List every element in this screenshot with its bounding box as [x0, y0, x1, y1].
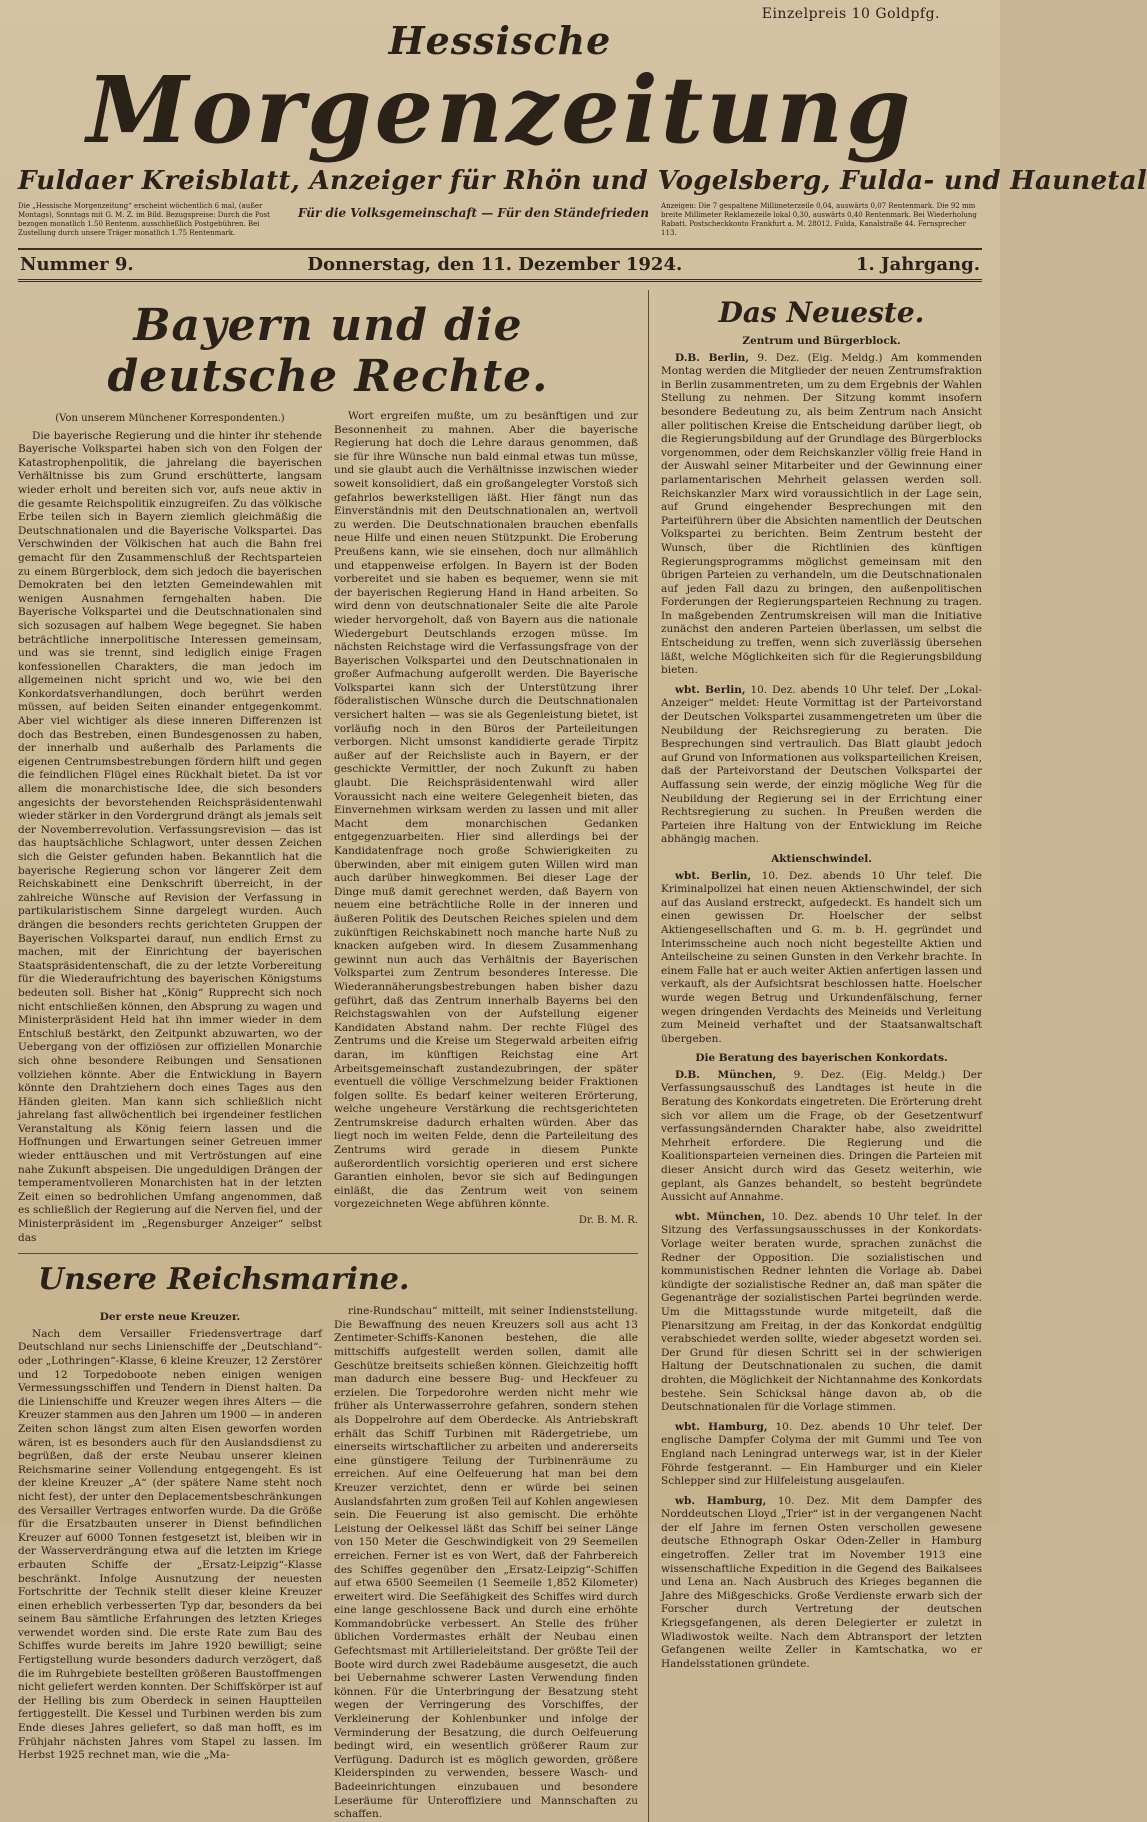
article-columns — [18, 410, 638, 1245]
article-text: Die bayerische Regierung und die hinter ihr stehende Bayerische Volkspartei haben sich von den Folgen der Katastrophenpolitik, die jahrelang die bayerischen Verhältnisse bis zum Grund erschütterte, langsam wieder erholt und bereiten sich vor, aufs neue aktiv in die gesamte Reichspolitik einzugreifen. Zu das völkische Erbe teilen sich in Bayern ziemlich gleichmäßig die Deutschnationalen und die Bayerische Volkspartei. Das Verschwinden der Völkischen hat auch die Bahn frei gemacht für den Zusammenschluß der Rechtsparteien zu einem Bürgerblock, dem sich jedoch die bayerischen Demokraten bei den letzten Gemeindewahlen mit wenigen Ausnahmen ferngehalten haben. Die Bayerische Volkspartei und die Deutschnationalen sind sich sozusagen auf halbem Wege begegnet. Sie haben beträchtliche innerpolitische Interessen gemeinsam, und was sie trennt, sind lediglich einige Fragen konfessionellen Charakters, die man jedoch im allgemeinen nicht spricht und wo, wie bei den Konkordatsverhandlungen, doch berührt werden müssen, auf beiden Seiten einander entgegenkommt. Aber viel wichtiger als diese inneren Differenzen ist doch das Bestreben, einen Bundesgenossen zu haben, der innerhalb und außerhalb des Parlaments die eigenen Centrumsbestrebungen fördern hilft und gegen die feindlichen Flügel eines Rückhalt bietet. Da ist vor allem die monarchistische Idee, die sich besonders angesichts der bevorstehenden Reichspräsidentenwahl wieder stärker in den Vordergrund drängt als jemals seit der Novemberrevolution. Verfassungsrevision — das ist das hauptsächliche Schlagwort, unter dessen Zeichen sich die Geister gefunden haben. Bekanntlich hat die bayerische Regierung schon vor längerer Zeit dem Reichskabinett eine Denkschrift überreicht, in der zahlreiche Wünsche auf Revision der Verfassung in partikularistischem Sinne dargelegt wurden. Auch drängen die besonders rechts gerichteten Gruppen der Bayerischen Volkspartei darauf, nun endlich Ernst zu machen, mit der Einrichtung der bayerischen Staatspräsidentenschaft, die zu der letzte Vorbereitung für die Wiederaufrichtung des bayerischen Königstums bedeuten soll. Bisher hat „König“ Rupprecht sich noch nicht entschließen können, den Absprung zu wagen und Ministerpräsident Held hat ihn immer wieder in dem Entschluß bestärkt, den Zeitpunkt abzuwarten, wo der Uebergang von der offiziösen zur offiziellen Monarchie sich ohne besondere Reibungen und Sensationen vollziehen könnte. Aber die Entwicklung in Bayern könnte den Drahtziehern doch eines Tages aus den Händen gleiten. Man kann sich schließlich nicht jahrelang fast allwöchentlich bei irgendeiner festlichen Veranstaltung als König feiern lassen und die Hoffnungen und Erwartungen seiner Getreuen immer wieder enttäuschen und mit Vertröstungen auf eine nahe Zukunft abspeisen. Die ungeduldigen Drängen der temperamentvolleren Monarchisten hat in der letzten Zeit einen so bedrohlichen Umfang angenommen, daß es schließlich der Regierung auf die Nerven fiel, und der Ministerpräsident im „Regensburger Anzeiger“ selbst das — [18, 429, 322, 1244]
news-item — [661, 352, 982, 678]
news-dateline: wbt. München, — [675, 1210, 766, 1223]
divider — [18, 1253, 638, 1254]
dateline — [18, 248, 982, 282]
price-label: Einzelpreis 10 Goldpfg. — [761, 6, 940, 22]
news-item — [661, 870, 982, 1047]
issue-date: Donnerstag, den 11. Dezember 1924. — [307, 254, 683, 275]
news-subhead: Die Beratung des bayerischen Konkordats. — [695, 1052, 948, 1065]
issue-number: Nummer 9. — [20, 254, 134, 275]
masthead-info-row — [18, 202, 982, 238]
news-text: 10. Dez. abends 10 Uhr telef. In der Sitzung des Verfassungsausschusses in der Konkordats-Vorlage weiter beraten wurde, sprachen zunächst die Redner der Opposition. Die sozialistischen und kommunistischen Redner lehnten die Vorlage ab. Dabei kündigte der sozialistische Redner an, daß man später die Gegenanträge der sozialistischen Partei begründen werde. Um die Mittagsstunde wurde mitgeteilt, daß die Plenarsitzung am Freitag, in der das Konkordat endgültig verabschiedet werden sollte, wieder abgesetzt worden sei. Der Grund für diesen Schritt sei in der schwierigen Haltung der Deutschnationalen zu suchen, die damit drohten, die Möglichkeit der Nichtannahme des Konkordats bestehe. Sein Schicksal hänge davon ab, ob die Deutschnationalen für die Vorlage stimmen. — [661, 1210, 983, 1414]
subscription-note: Die „Hessische Morgenzeitung“ erscheint wöchentlich 6 mal, (außer Montags), Sonntags mit G. M. Z. im Bild. Bezugspreise: Durch die Post bezogen monatlich 1.50 Rentenm. ausschließlich Postgebühren. Bei Zustellung durch unsere Träger monatlich 1.75 Rentenmark. — [18, 202, 270, 237]
article-text: rine-Rundschau“ mitteilt, mit seiner Indienststellung. Die Bewaffnung des neuen Kreuzers soll aus acht 13 Zentimeter-Schiffs-Kanonen bestehen, die alle mittschiffs aufgestellt werden sollen, damit alle Geschütze breitseits schießen können. Gleichzeitig hofft man dadurch eine bessere Bug- und Heckfeuer zu erzielen. Die Torpedorohre werden nicht mehr wie früher als Unterwasserrohre gefahren, sondern stehen als Doppelrohre auf dem Oberdecke. Als Antriebskraft erhält das Schiff Turbinen mit Rädergetriebe, um einerseits wirtschaftlicher zu arbeiten und andererseits eine günstigere Teilung der Turbinenräume zu erreichen. Auf eine Oelfeuerung hat man bei dem Kreuzer verzichtet, denn er würde bei seinen Auslandsfahrten zum großen Teil auf Kohlen angewiesen sein. Die Feuerung ist also gemischt. Die erhöhte Leistung der Oelkessel läßt das Schiff bei seiner Länge von 150 Meter die Geschwindigkeit von 29 Seemeilen erreichen. Ferner ist es von Wert, daß der Fahrbereich des Schiffes gegenüber den „Ersatz-Leipzig“-Schiffen auf etwa 6500 Seemeilen (1 Seemeile 1,852 Kilometer) erweitert wird. Die Seefähigkeit des Schiffes wird durch eine lange geschlossene Back und durch eine erhöhte Kommandobrücke verbessert. An Stelle des früher üblichen Vordermastes erhält der Neubau einen Gefechtsmast mit Artillerieleitstand. Der größte Teil der Boote wird durch zwei Radebäume ausgesetzt, die auch bei Uebernahme schwerer Lasten Verwendung finden können. Für die Unterbringung der Besatzung steht wegen der Verringerung des Vorschiffes, der Verkleinerung der Kohlenbunker und infolge der Verminderung der Besatzung, die durch Oelfeuerung bedingt wird, ein wesentlich größerer Raum zur Verfügung. Dadurch ist es möglich geworden, größere Kleiderspinden zu verwenden, bessere Wasch- und Badeeinrichtungen einzubauen und besondere Leseräume für Unteroffiziere und Mannschaften zu schaffen. — [334, 1305, 638, 1821]
masthead — [18, 18, 1147, 238]
article-column — [18, 1305, 322, 1822]
masthead-title: Morgenzeitung — [86, 56, 914, 164]
news-item — [661, 1211, 982, 1415]
news-item — [661, 1421, 982, 1489]
article-text: Wort ergreifen mußte, um zu besänftigen und zur Besonnenheit zu mahnen. Aber die bayerische Regierung hat doch die Lehre daraus genommen, daß sie für ihre Wünsche nun bald einmal etwas tun müsse, und sie glaubt auch die Verhältnisse inzwischen wieder soweit konsolidiert, daß ein großangelegter Vorstoß sich gefahrlos bewerkstelligen läßt. Hier fängt nun das Einverständnis mit den Deutschnationalen an, wertvoll zu werden. Die Deutschnationalen brauchen ebenfalls neue Hilfe und einen neuen Stützpunkt. Die Eroberung Preußens kann, wie sie einsehen, doch nur allmählich und etappenweise erfolgen. In Bayern ist der Boden vorbereitet und sie haben es bequemer, wenn sie mit der bayerischen Regierung Hand in Hand arbeiten. So wird denn von deutschnationaler Seite die alte Parole wieder hervorgeholt, daß von Bayern aus die nationale Wiedergeburt Deutschlands erzogen müsse. Im nächsten Reichstage wird die Verfassungsfrage von der Bayerischen Volkspartei und den Deutschnationalen in großer Aufmachung aufgerollt werden. Die Bayerische Volkspartei kann sich der Unterstützung ihrer föderalistischen Wünsche durch die Deutschnationalen versichert halten — was sie als Gegenleistung bietet, ist vorläufig noch in den Büros der Parteileitungen verborgen. Nicht umsonst kandidierte gerade Tirpitz außer auf der Reichsliste auch in Bayern, er der geschickte Vermittler, der noch Zukunft zu haben glaubt. Die Reichspräsidentenwahl wird aller Voraussicht nach eine weitere Gelegenheit bieten, das Einvernehmen wirksam werden zu lassen und mit aller Macht dem monarchischen Gedanken entgegenzuarbeiten. Hier sind allerdings bei der Kandidatenfrage noch große Schwierigkeiten zu überwinden, aber mit einigem guten Willen wird man auch darüber hinwegkommen. Bei dieser Lage der Dinge muß damit gerechnet werden, daß Bayern von neuem eine beträchtliche Rolle in der inneren und äußeren Politik des Deutschen Reiches spielen und dem zukünftigen Reichskabinett noch manche harte Nuß zu knacken aufgeben wird. In diesem Zusammenhang gewinnt nun auch das Verhältnis der Bayerischen Volkspartei zum Zentrum besonderes Interesse. Die Wiederannäherungsbestrebungen haben bisher dazu geführt, daß das Zentrum innerhalb Bayerns bei den Reichstagswahlen von der Aufstellung eigener Kandidaten Abstand nahm. Der rechte Flügel des Zentrums und die Kreise um Stegerwald arbeiten eifrig daran, im künftigen Reichstag eine Art Arbeitsgemeinschaft zustandezubringen, der später eventuell die völlige Verschmelzung beider Fraktionen folgen sollte. Es bedarf keiner weiteren Erörterung, welche ungeheure Verstärkung die rechtsgerichteten Zentrumskreise dadurch erhalten würden. Aber das liegt noch im weiten Felde, denn die Parteileitung des Zentrums wird gerade in diesem Punkte außerordentlich vorsichtig operieren und erst sichere Garantien einholen, bevor sie sich auf Bedingungen einläßt, die das Zentrum weit von seinem vorgezeichneten Wege abführen könnte. — [334, 410, 638, 1211]
news-subhead: Aktienschwindel. — [771, 852, 872, 865]
news-column — [649, 290, 982, 1822]
news-subhead: Zentrum und Bürgerblock. — [742, 335, 901, 347]
volume-label: 1. Jahrgang. — [856, 254, 980, 275]
news-dateline: wb. Hamburg, — [675, 1494, 767, 1507]
news-text: 10. Dez. abends 10 Uhr telef. Die Kriminalpolizei hat einen neuen Aktienschwindel, der sich auf das Ausland erstreckt, aufgedeckt. Es handelt sich um einen gewissen Dr. Hoelscher der selbst Aktiengesellschaften und G. m. b. H. gegründet und Interimsscheine auch noch nicht begestellte Aktien und Anteilscheine zu seinen Gunsten in den Verkehr brachte. In einem Falle hat er auch weiter Aktien anfertigen lassen und verkauft, als der Aufsichtsrat beschlossen hatte. Hoelscher wurde wegen Betrug und Urkundenfälschung, ferner wegen dringenden Verdachts des Meineids und Verleitung zum Meineid verhaftet und der Staatsanwaltschaft übergeben. — [661, 869, 982, 1045]
news-dateline: wbt. Hamburg, — [675, 1420, 768, 1433]
news-item — [661, 1069, 982, 1205]
article-column — [334, 1305, 638, 1822]
news-dateline: D.B. Berlin, — [675, 351, 749, 364]
news-item — [661, 684, 982, 847]
masthead-title-small: Hessische — [388, 18, 612, 63]
article-column — [334, 410, 638, 1245]
article-columns — [18, 1305, 638, 1822]
article-headline: Unsere Reichsmarine. — [38, 1262, 410, 1298]
advertising-note: Anzeigen: Die 7 gespaltene Millimeterzeile 0,04, auswärts 0,07 Rentenmark. Die 92 mm breite Millimeter Reklamezeile lokal 0,30, auswärts 0,40 Rentenmark. Bei Wiederholung Rabatt. Postscheckkonto Frankfurt a. M. 28012. Fulda, Kanalstraße 44. Fernsprecher 113. — [661, 202, 977, 237]
article-text: Nach dem Versailler Friedensvertrage darf Deutschland nur sechs Linienschiffe der „Deutschland“- oder „Lothringen“-Klasse, 6 kleine Kreuzer, 12 Zerstörer und 12 Torpedoboote neben einigen wenigen Vermessungsschiffen und Tendern in Dienst halten. Da die Linienschiffe und Kreuzer wegen ihres Alters — die Kreuzer stammen aus den Jahren um 1900 — in anderen Zeiten schon längst zum alten Eisen geworfen worden wären, ist es besonders auch für den Auslandsdienst zu begrüßen, daß der erste Neubau unserer kleinen Reichsmarine seiner Vollendung entgegengeht. Es ist der kleine Kreuzer „A“ (der spätere Name steht noch nicht fest), der unter den Deplacementsbeschränkungen des Versailler Vertrages entworfen wurde. Da die Größe für die Ersatzbauten unserer in Dienst befindlichen Kreuzer auf 6000 Tonnen festgesetzt ist, bleiben wir in der Wasserverdrängung etwa auf die letzten im Kriege erbauten Schiffe der „Ersatz-Leipzig“-Klasse beschränkt. Infolge Ausnutzung der neuesten Fortschritte der Technik stellt dieser kleine Kreuzer einen erheblich verbesserten Typ dar, besonders da bei seinem Bau sämtliche Erfahrungen des letzten Krieges verwendet worden sind. Die erste Rate zum Bau des Schiffes wurde bereits im Jahre 1920 bewilligt; seine Fertigstellung wurde besonders dadurch verzögert, daß die im Ruhrgebiete bestellten größeren Baustoffmengen nicht geliefert werden konnten. Der Schiffskörper ist auf der Helling bis zum Oberdeck in seinen Hauptteilen fertiggestellt. Die Kessel und Turbinen werden bis zum Ende dieses Jahres geliefert, so daß man hofft, es im Frühjahr nächsten Jahres vom Stapel zu lassen. Im Herbst 1925 rechnet man, wie die „Ma- — [18, 1327, 322, 1762]
news-item — [661, 1495, 982, 1672]
news-text: 9. Dez. (Eig. Meldg.) Der Verfassungsausschuß des Landtages ist heute in die Beratung des Konkordats eingetreten. Die Erörterung dreht sich vor allem um die Frage, ob der Gesetzentwurf verfassungsändernden Charakter habe, also zweidrittel Mehrheit erfordere. Die Regierung und die Koalitionsparteien verneinen dies. Dringen die Parteien mit dieser Ansicht durch wird das Gesetz weiterhin, wie geplant, als Ganzes behandelt, so besteht begründete Aussicht auf Annahme. — [661, 1068, 982, 1204]
masthead-subtitle: Fuldaer Kreisblatt, Anzeiger für Rhön und Vogelsberg, Fulda- und Haunetal — [18, 166, 1147, 196]
news-dateline: wbt. Berlin, — [675, 869, 752, 882]
news-text: 9. Dez. (Eig. Meldg.) Am kommenden Montag werden die Mitglieder der neuen Zentrumsfraktion in Berlin zusammentreten, um zu dem Ergebnis der Wahlen Stellung zu nehmen. Der Sitzung kommt insofern besondere Bedeutung zu, als beim Zentrum nach Ansicht aller politischen Kreise die Entscheidung darüber liegt, ob die Regierungsbildung auf der Grundlage des Bürgerblocks vorgenommen, oder dem Reichskanzler völlig freie Hand in der Auswahl seiner Mitarbeiter und der Gewinnung einer parlamentarischen Mehrheit gelassen werden soll. Reichskanzler Marx wird voraussichtlich in der Lage sein, auf Grund eingehender Besprechungen mit den Parteiführern über die Absichten namentlich der Deutschen Volkspartei zu berichten. Beim Zentrum besteht der Wunsch, über die Richtlinien des künftigen Regierungsprogramms möglichst gemeinsam mit den übrigen Parteien zu verhandeln, um die Deutschnationalen auf jeden Fall dazu zu bringen, den außenpolitischen Forderungen der Regierungsparteien Rechnung zu tragen. In maßgebenden Zentrumskreisen will man die Initiative zunächst den anderen Parteien überlassen, um selbst die Entscheidung zu treffen, wenn sich zuverlässig übersehen läßt, welche Möglichkeiten sich für die Regierungsbildung bieten. — [661, 351, 982, 677]
news-items — [661, 335, 982, 1671]
article-subhead: Der erste neue Kreuzer. — [99, 1311, 241, 1324]
article-headline: Bayern und die deutsche Rechte. — [107, 300, 549, 402]
article-byline: (Von unserem Münchener Korrespondenten.) — [55, 413, 285, 424]
masthead-slogan: Für die Volksgemeinschaft — Für den Ständefrieden — [298, 206, 650, 220]
news-text: 10. Dez. abends 10 Uhr telef. Der englische Dampfer Colyma der mit Gummi und Tee von England nach Leningrad unterwegs war, ist in der Kieler Föhrde festgerannt. — Ein Hamburger und ein Kieler Schlepper sind zur Hilfeleistung ausgelaufen. — [661, 1420, 983, 1488]
main-articles — [18, 290, 649, 1822]
news-dateline: D.B. München, — [675, 1068, 777, 1081]
content-area — [18, 290, 982, 1822]
article-column — [18, 410, 322, 1245]
news-text: 10. Dez. Mit dem Dampfer des Norddeutschen Lloyd „Trier“ ist in der vergangenen Nacht der elf Jahre im fernen Osten verschollen gewesene deutsche Ethnograph Oskar Oden-Zeller in Hamburg eingetroffen. Zeller trat im November 1913 eine wissenschaftliche Expedition in die Gegend des Baikalsees und Lena an. Nach Ausbruch des Krieges begannen die Jahre des Mißgeschicks. Große Verdienste erwarb sich der Forscher durch Vertretung der deutschen Kriegsgefangenen, als deren Delegierter er zuletzt in Wladiwostok weilte. Nach dem Abtransport der letzten Gefangenen weilte Zeller in Kamtschatka, wo er Handelsstationen gründete. — [661, 1494, 983, 1670]
news-title: Das Neueste. — [718, 296, 925, 329]
news-text: 10. Dez. abends 10 Uhr telef. Der „Lokal-Anzeiger“ meldet: Heute Vormittag ist der Parteivorstand der Deutschen Volkspartei zusammengetreten um über die Neubildung der Reichsregierung zu beraten. Die Besprechungen sind vertraulich. Das Blatt glaubt jedoch auf Grund von Informationen aus volksparteilichen Kreisen, daß der Parteivorstand der Deutschen Volkspartei der Auffassung sein werde, der einzig mögliche Weg für die Neubildung der Regierung sei in der Errichtung einer Rechtsregierung zu suchen. In Preußen werden die Parteien ihre Haltung von der Entwicklung im Reiche abhängig machen. — [661, 683, 982, 846]
article-signature: Dr. B. M. R. — [578, 1215, 638, 1227]
news-dateline: wbt. Berlin, — [675, 683, 746, 696]
